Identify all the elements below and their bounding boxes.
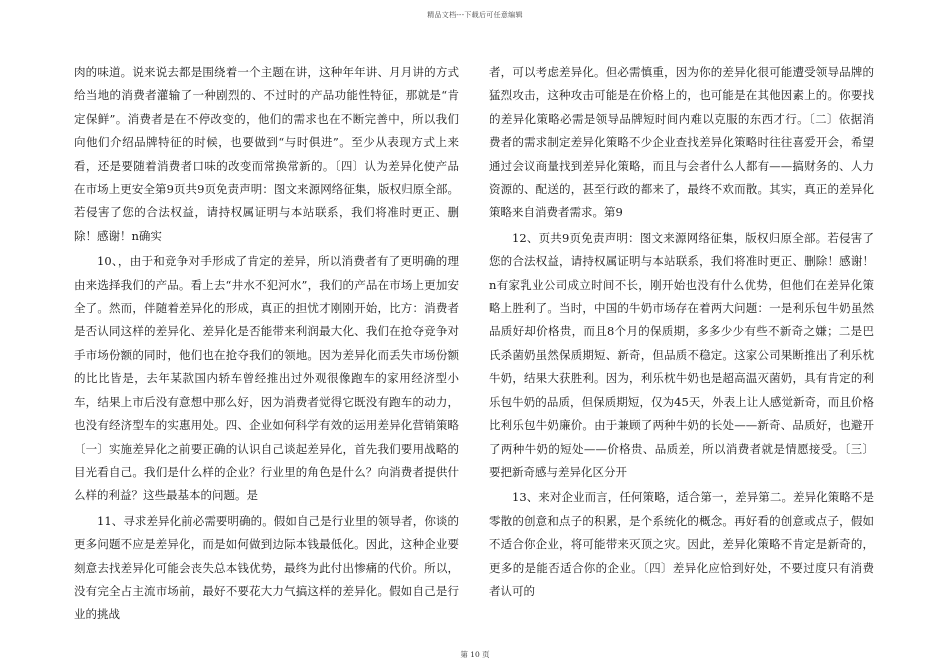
- paragraph-12: 12、页共9页免责声明：图文来源网络征集，版权归原全部。若侵害了您的合法权益，请持权属证明与本站联系，我们将准时更正、删除！感谢！n有家乳业公司成立时间不长，刚开始也没有什么优势，但他们在差异化策略上胜利了。当时，中国的牛奶市场存在着两大问题：一是利乐包牛奶虽然品质好却价格贵，而且8个月的保质期，多多少少有些不新奇之嫌；二是巴氏杀菌奶虽然保质期短、新奇，但品质不稳定。这家公司果断推出了利乐枕牛奶，结果大获胜利。因为，利乐枕牛奶也是超高温灭菌奶，具有肯定的利乐包牛奶的品质，但保质期短，仅为45天，外表上让人感觉新奇，而且价格比利乐包牛奶廉价。由于兼顾了两种牛奶的长处——新奇、品质好，也避开了两种牛奶的短处——价格贵、品质差，所以消费者就是情愿接受。〔三〕要把新奇感与差异化区分开: [489, 230, 874, 479]
- left-column: [74, 61, 459, 629]
- right-column: [489, 61, 874, 605]
- paragraph-13: 13、来对企业而言，任何策略，适合第一，差异第二。差异化策略不是零散的创意和点子的积累，是个系统化的概念。再好看的创意或点子，假如不适合你企业，将可能带来灭顶之灾。因此，差异化策略不肯定是新奇的，更多的是能否适合你的企业。〔四〕差异化应恰到好处，不要过度只有消费者认可的: [489, 490, 874, 598]
- paragraph-continuation-right: 者，可以考虑差异化。但必需慎重，因为你的差异化很可能遭受领导品牌的猛烈攻击，这种攻击可能是在价格上的，也可能是在其他因素上的。你要找的差异化策略必需是领导品牌短时间内难以克服的东西才行。〔二〕依据消费者的需求制定差异化策略不少企业查找差异化策略时往往喜爱开会，希望通过会议商量找到差异化策略，而且与会者什么人都有——搞财务的、人力资源的、配送的，甚至行政的都来了，最终不欢而散。其实，真正的差异化策略来自消费者需求。第9: [489, 65, 874, 220]
- paragraph-10: 10、，由于和竞争对手形成了肯定的差异，所以消费者有了更明确的理由来选择我们的产品。看上去“井水不犯河水”，我们的产品在市场上更加安全了。然而，伴随着差异化的形成，真正的担忧才刚刚开始，比方：消费者是否认同这样的差异化、差异化是否能带来利润最大化、我们在抢夺竞争对手市场份额的同时，他们也在抢夺我们的领地。因为差异化而丢失市场份额的比比皆是，去年某款国内轿车曾经推出过外观很像跑车的家用经济型小车，结果上市后没有意想中那么好，因为消费者觉得它既没有跑车的动力，也没有经济型车的实惠用处。四、企业如何科学有效的运用差异化营销策略〔一〕实施差异化之前要正确的认识自己谈起差异化，首先我们要用战略的目光看自己。我们是什么样的企业？行业里的角色是什么？向消费者提供什么样的利益？这些最基本的问题。是: [74, 254, 459, 503]
- page-number: 第 10 页: [460, 650, 490, 659]
- paragraph-11: 11、寻求差异化前必需要明确的。假如自己是行业里的领导者，你谈的更多问题不应是差异化，而是如何做到边际本钱最低化。因此，这种企业要刻意去找差异化可能会丧失总本钱优势，最终为此付出惨痛的代价。所以，没有完全占主流市场前，最好不要花大力气搞这样的差异化。假如自己是行业的挑战: [74, 513, 459, 622]
- header-note: 精品文档---下载后可任意编辑: [427, 11, 523, 19]
- paragraph-continuation: 肉的味道。说来说去都是围绕着一个主题在讲，这种年年讲、月月讲的方式给当地的消费者灌输了一种剧烈的、不过时的产品功能性特征，那就是“肯定保鲜”。消费者是在不停改变的，他们的需求也在不断完善中，所以我们向他们介绍品牌特征的时候，也要做到“与时俱进”。至少从表现方式上来看，还是要随着消费者口味的改变而常换常新的。〔四〕认为差异化使产品在市场上更安全第9页共9页免责声明：图文来源网络征集，版权归原全部。若侵害了您的合法权益，请持权属证明与本站联系，我们将准时更正、删除！感谢！n确实: [74, 65, 459, 243]
